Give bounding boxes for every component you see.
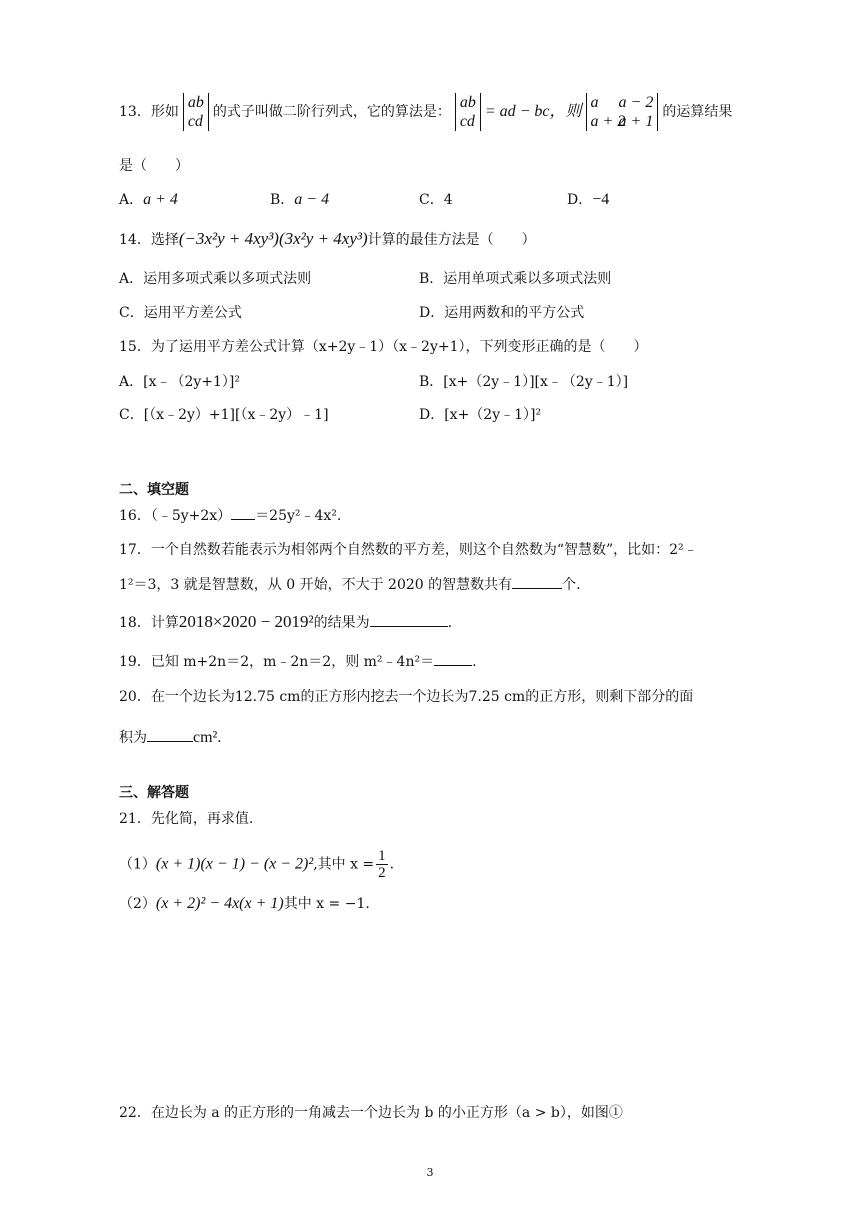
q13-option-c: C．4 [419,192,453,208]
q22-stem: 22．在边长为 a 的正方形的一角减去一个边长为 b 的小正方形（a > b），如图① [119,1105,623,1121]
det3-r1c2: a − 2 [618,94,654,111]
q16-text-a: 16．（﹣5y+2x） [119,508,232,524]
q17-text-a: 1²＝3，3 就是智慧数，从 0 开始，不大于 2020 的智慧数共有 [119,577,513,593]
q20-line1: 20．在一个边长为12.75 cm的正方形内挖去一个边长为7.25 cm的正方形，则剩下部分的面 [119,689,694,705]
q14-suffix: 计算的最佳方法是（ ） [367,232,536,248]
page-number: 3 [426,1166,434,1179]
fraction-one-half [376,848,388,881]
det3-r2c1: a + 2 [590,113,626,130]
option-label: D． [567,192,593,208]
q15-option-a: A．[x﹣（2y+1）]² [119,374,240,390]
q17-line1: 17．一个自然数若能表示为相邻两个自然数的平方差，则这个自然数为“智慧数”，比如：2²﹣ [119,542,698,558]
q13-text-b: 的式子叫做二阶行列式，它的算法是： [212,104,451,120]
part-label: （1） [119,856,156,873]
q20-text-a: 积为 [119,730,147,746]
q14-option-a: A．运用多项式乘以多项式法则 [119,271,312,287]
q21-part1 [119,848,394,881]
answer-blank[interactable] [434,651,472,666]
q13-line2: 是（ ） [119,158,189,174]
option-label: B． [270,192,295,208]
answer-blank[interactable] [147,727,193,742]
det-row1: ab [187,94,204,111]
q20-line2 [119,727,221,748]
q14-stem [119,229,536,250]
determinant-a-expression [586,93,659,131]
q13-text-a: 13．形如 [119,104,179,120]
determinant-ab-cd-2 [455,93,481,131]
q13-line1 [119,93,732,131]
q15-option-b: B．[x+（2y﹣1）][x﹣（2y﹣1）] [419,374,629,390]
q15-stem: 15．为了运用平方差公式计算（x+2y﹣1）（x﹣2y+1），下列变形正确的是（ ） [119,339,648,355]
q13-text-c: 的运算结果 [662,104,733,120]
det3-r1c1: a [590,94,599,111]
q14-option-c: C．运用平方差公式 [119,305,242,321]
q19-text-a: 19．已知 m+2n＝2，m﹣2n＝2，则 m²﹣4n²＝ [119,654,435,670]
answer-blank[interactable] [231,505,255,520]
q20-unit: cm². [193,729,222,746]
q18 [119,612,452,633]
q21-condition: ,其中 x = [313,856,375,873]
option-value: −4 [592,191,610,208]
numerator: 1 [378,848,386,864]
det3-r2c2: a + 1 [618,113,654,130]
q21-expression-2: (x + 2)² − 4x(x + 1) [155,895,284,912]
answer-blank[interactable] [512,574,562,589]
q21-condition-2: 其中 x = −1. [283,896,370,912]
q13-formula: = ad − bc，则 [484,103,582,120]
section-heading-answer: 三、解答题 [119,785,189,801]
q13-option-b [270,190,329,210]
section-heading-fill-blank: 二、填空题 [119,482,189,498]
q21-expression-1: (x + 1)(x − 1) − (x − 2)² [155,855,314,873]
q16-text-b: ＝25y²﹣4x². [255,508,342,524]
q18-text-a: 18．计算 [119,615,179,631]
q13-option-a [119,190,178,210]
q17-text-b: 个. [562,577,581,593]
q18-expression: 2018×2020 − 2019² [178,612,314,631]
q13-option-d [567,190,609,210]
q21-part2 [119,894,370,914]
period: . [389,856,395,873]
q16 [119,505,341,526]
option-label: A． [119,192,144,208]
determinant-ab-cd [183,93,209,131]
q18-text-b: 的结果为 [313,615,370,631]
denominator: 2 [378,865,386,881]
q15-option-d: D．[x+（2y﹣1）]² [419,407,542,423]
q18-text-c: . [447,615,453,631]
part-label: （2） [119,896,156,912]
det-row2: cd [187,113,203,130]
q14-expression: (−3x²y + 4xy³)(3x²y + 4xy³) [178,229,368,248]
option-value: a − 4 [294,191,330,208]
q15-option-c: C．[（x﹣2y）+1][（x﹣2y）﹣1] [119,407,329,423]
q17-line2 [119,574,581,595]
q14-prefix: 14．选择 [119,232,179,248]
det-row2: cd [459,113,475,130]
det-row1: ab [459,94,476,111]
q14-option-b: B．运用单项式乘以多项式法则 [419,271,612,287]
q14-option-d: D．运用两数和的平方公式 [419,305,585,321]
q21-stem: 21．先化简，再求值. [119,811,254,827]
option-value: a + 4 [143,191,178,208]
q19 [119,651,477,672]
q19-text-b: . [472,654,477,670]
answer-blank[interactable] [370,612,448,627]
